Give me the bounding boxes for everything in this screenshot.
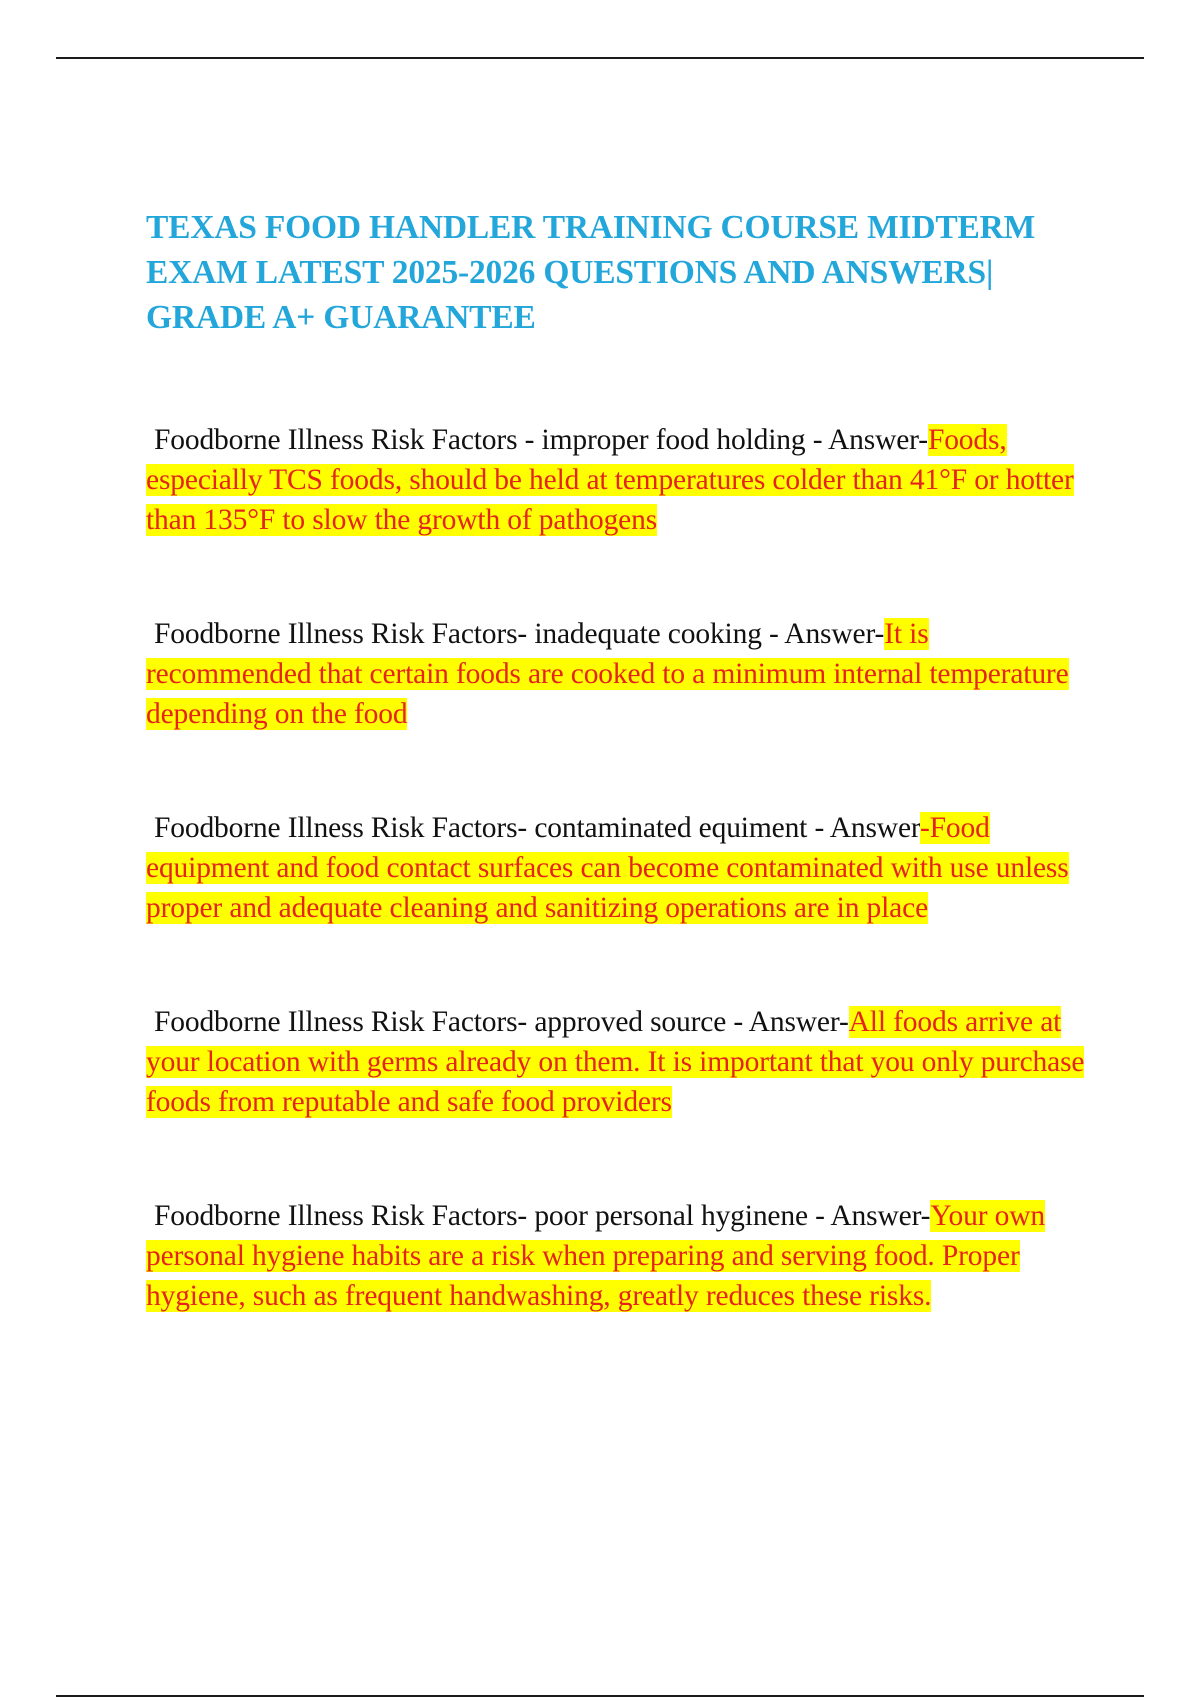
qa-list bbox=[146, 420, 1086, 1316]
document-title: TEXAS FOOD HANDLER TRAINING COURSE MIDTERM EXAM LATEST 2025-2026 QUESTIONS AND ANSWERS| GRADE A+ GUARANTEE bbox=[146, 209, 1036, 336]
answer-text: It is recommended that certain foods are cooked to a minimum internal temperature depending on the food bbox=[146, 618, 1069, 730]
top-rule bbox=[56, 57, 1144, 59]
answer-text: Foods, especially TCS foods, should be held at temperatures colder than 41°F or hotter than 135°F to slow the growth of pathogens bbox=[146, 424, 1074, 536]
qa-item bbox=[146, 1196, 1086, 1316]
question-text: Foodborne Illness Risk Factors- inadequate cooking - Answer- bbox=[154, 618, 885, 650]
qa-item bbox=[146, 614, 1086, 734]
question-text: Foodborne Illness Risk Factors- poor personal hyginene - Answer- bbox=[154, 1200, 931, 1232]
bottom-rule bbox=[56, 1695, 1144, 1697]
qa-item bbox=[146, 1002, 1086, 1122]
qa-item bbox=[146, 808, 1086, 928]
qa-item bbox=[146, 420, 1086, 540]
question-text: Foodborne Illness Risk Factors- contaminated equiment - Answer bbox=[154, 812, 920, 844]
question-text: Foodborne Illness Risk Factors- approved source - Answer- bbox=[154, 1006, 849, 1038]
answer-text: All foods arrive at your location with germs already on them. It is important that you only purchase foods from reputable and safe food providers bbox=[146, 1006, 1085, 1118]
answer-text: -Food equipment and food contact surfaces can become contaminated with use unless proper and adequate cleaning and sanitizing operations are in place bbox=[146, 812, 1069, 924]
answer-text: Your own personal hygiene habits are a risk when preparing and serving food. Proper hygiene, such as frequent handwashing, greatly reduces these risks. bbox=[146, 1200, 1045, 1312]
document-body bbox=[146, 205, 1086, 1390]
question-text: Foodborne Illness Risk Factors - improper food holding - Answer- bbox=[154, 424, 928, 456]
